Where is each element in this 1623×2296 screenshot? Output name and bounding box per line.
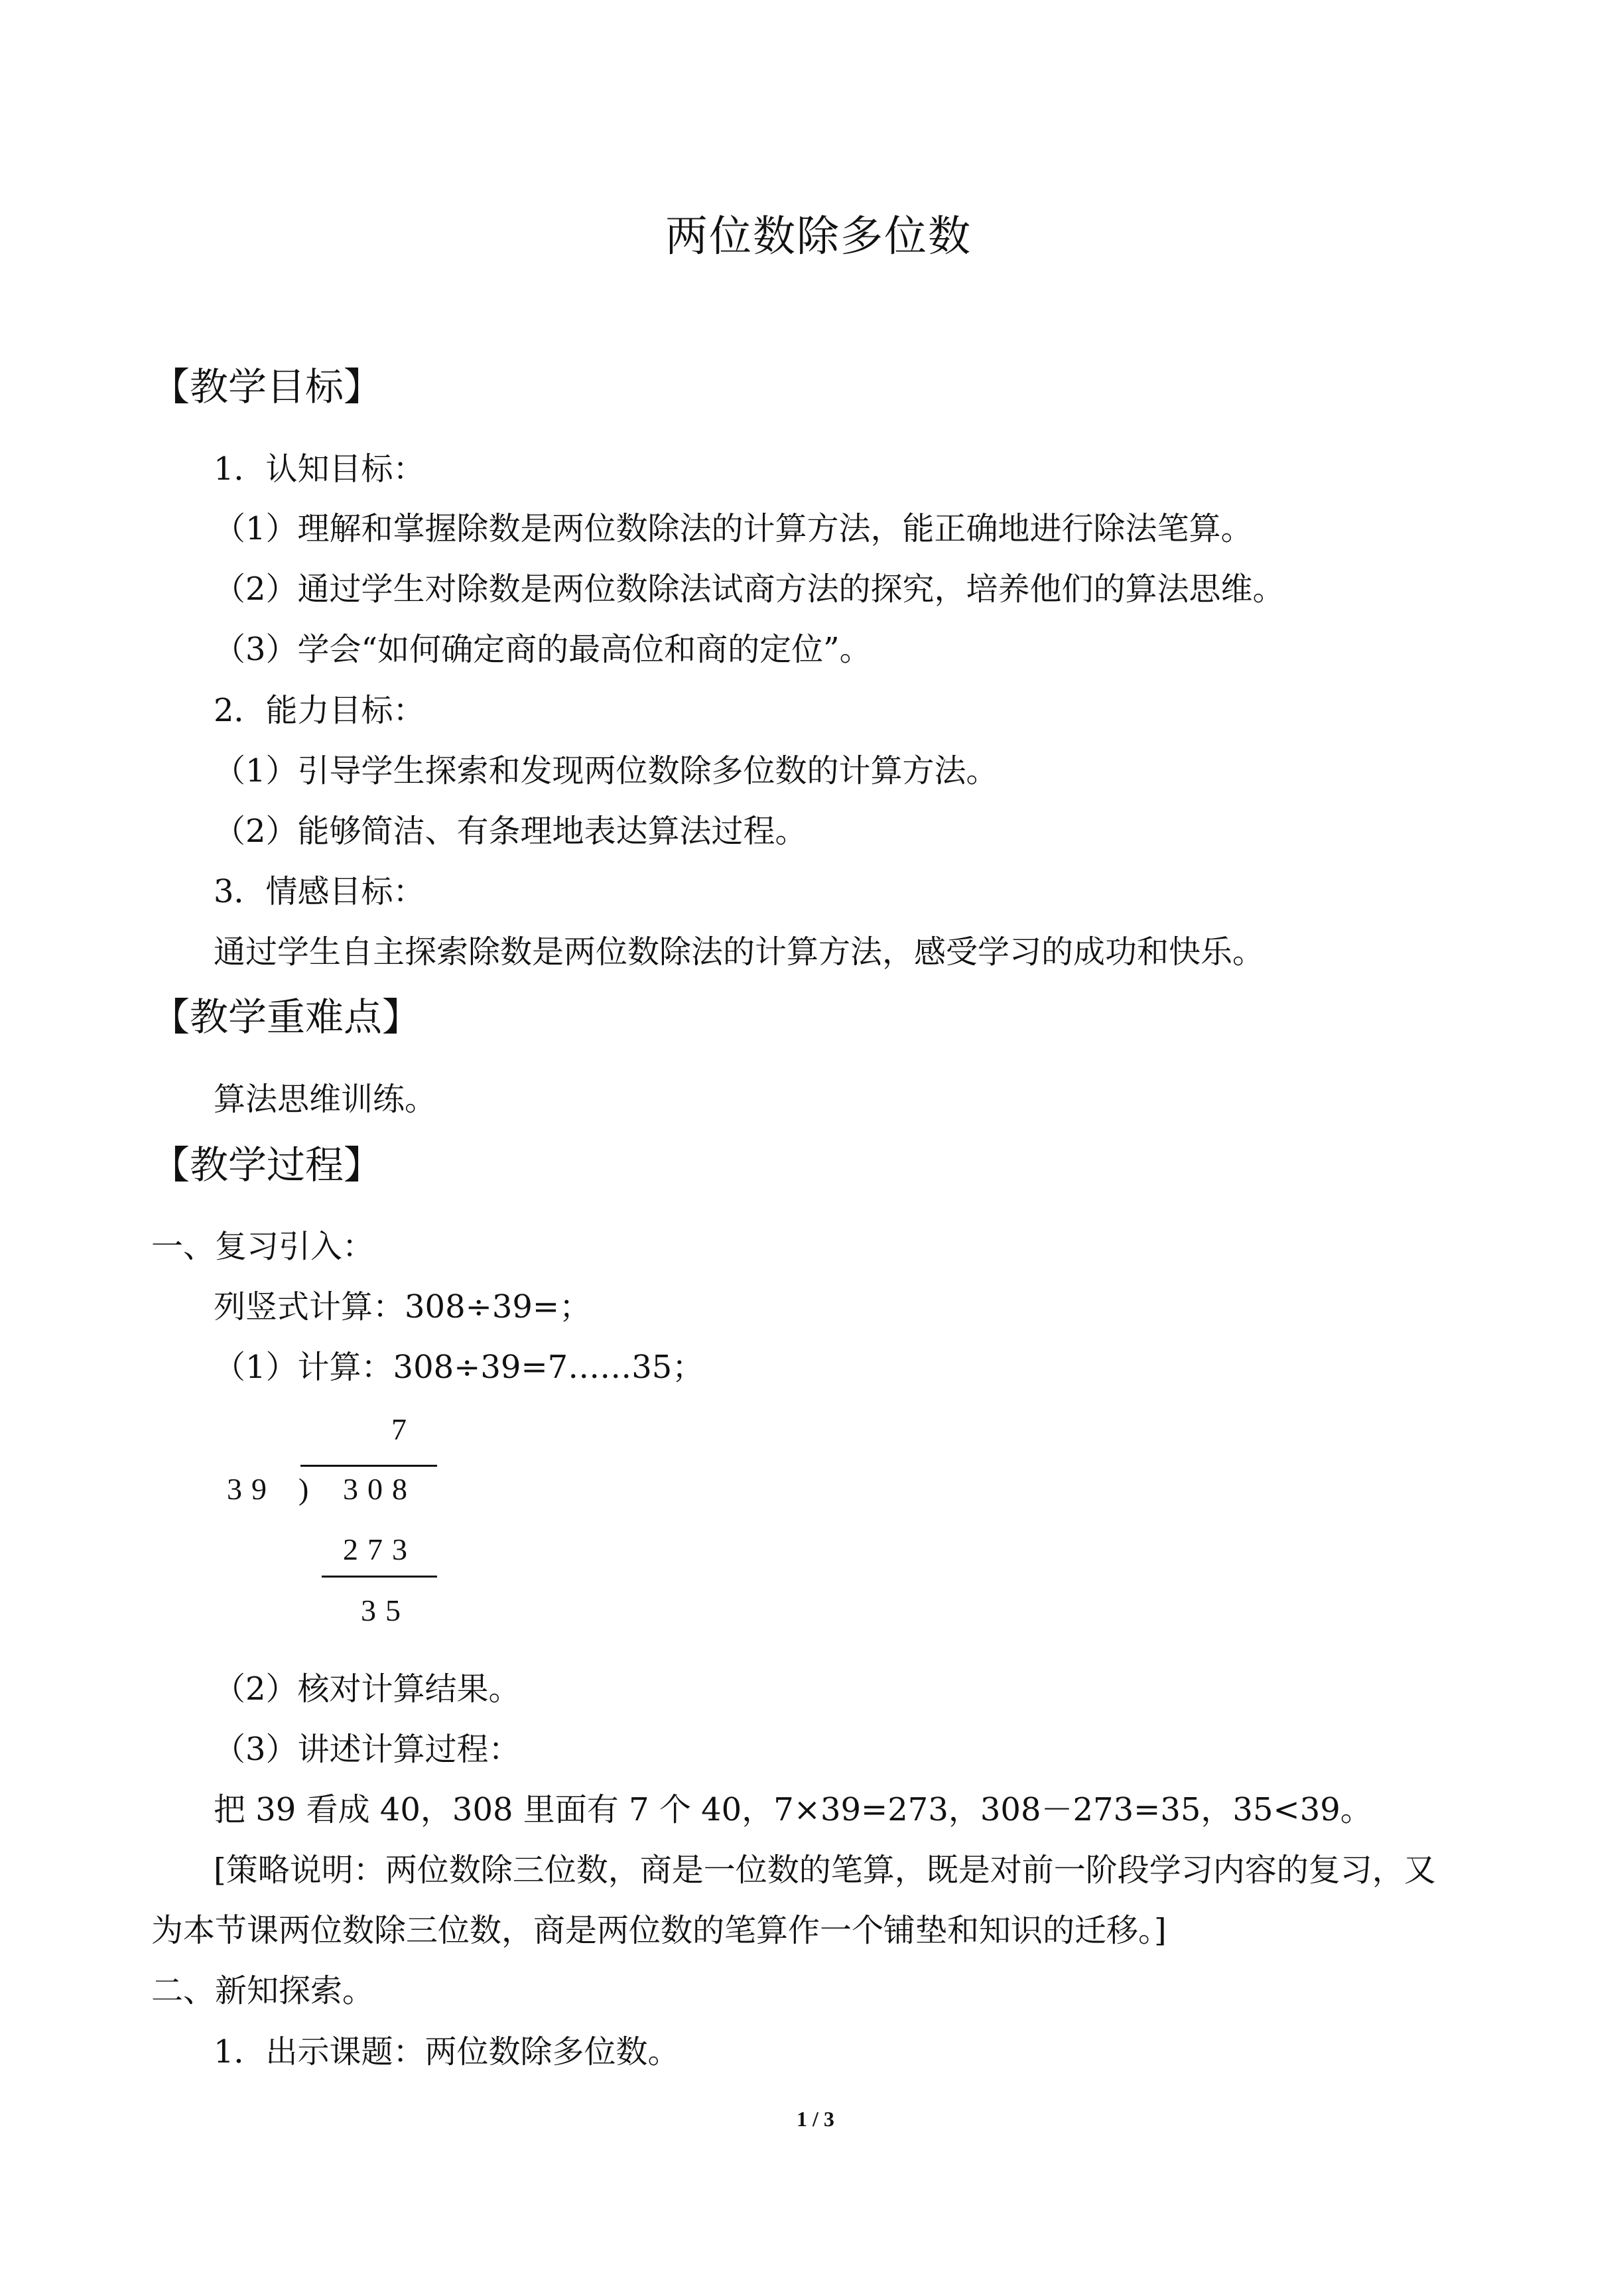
dividend: 308 [343,1472,417,1506]
objective-line: （1）理解和掌握除数是两位数除法的计算方法，能正确地进行除法笔算。 [214,510,1253,547]
remainder: 35 [361,1593,410,1627]
process-line: 把 39 看成 40，308 里面有 7 个 40，7×39=273，308－273=35，35<39。 [214,1791,1372,1828]
subtraction-line [322,1576,437,1578]
objective-line: 1．认知目标： [214,450,425,488]
part2-item: 1．出示课题：两位数除多位数。 [214,2033,680,2070]
objective-line: （2）能够简洁、有条理地表达算法过程。 [214,813,807,850]
divisor: 39 [227,1472,276,1506]
key-points-text: 算法思维训练。 [214,1081,437,1118]
objective-line: 3．情感目标： [214,873,425,910]
process-line: （1）计算：308÷39=7……35； [214,1349,704,1386]
page-number: 1 / 3 [797,2107,834,2131]
process-line: （3）讲述计算过程： [214,1731,521,1768]
process-line: 列竖式计算：308÷39=； [214,1288,592,1325]
strategy-note-line1: [策略说明：两位数除三位数，商是一位数的笔算，既是对前一阶段学习内容的复习，又 [214,1852,1436,1889]
section-heading-objectives: 【教学目标】 [151,364,383,409]
objective-line: 通过学生自主探索除数是两位数除法的计算方法，感受学习的成功和快乐。 [214,933,1265,971]
part2-title: 二、新知探索。 [151,1972,375,2009]
objective-line: （1）引导学生探索和发现两位数除多位数的计算方法。 [214,752,998,789]
division-bracket: ) [298,1472,309,1506]
product: 273 [343,1532,417,1566]
objective-line: （3）学会“如何确定商的最高位和商的定位”。 [214,631,872,668]
objective-line: 2．能力目标： [214,692,425,729]
document-title: 两位数除多位数 [665,212,972,261]
part1-title: 一、复习引入： [151,1228,375,1265]
strategy-note-line2: 为本节课两位数除三位数，商是两位数的笔算作一个铺垫和知识的迁移。] [151,1912,1167,1949]
process-line: （2）核对计算结果。 [214,1670,521,1708]
objective-line: （2）通过学生对除数是两位数除法试商方法的探究，培养他们的算法思维。 [214,571,1285,608]
quotient: 7 [391,1412,416,1446]
section-heading-key-points: 【教学重难点】 [151,994,421,1040]
division-bar [300,1465,437,1467]
section-heading-process: 【教学过程】 [151,1142,383,1187]
